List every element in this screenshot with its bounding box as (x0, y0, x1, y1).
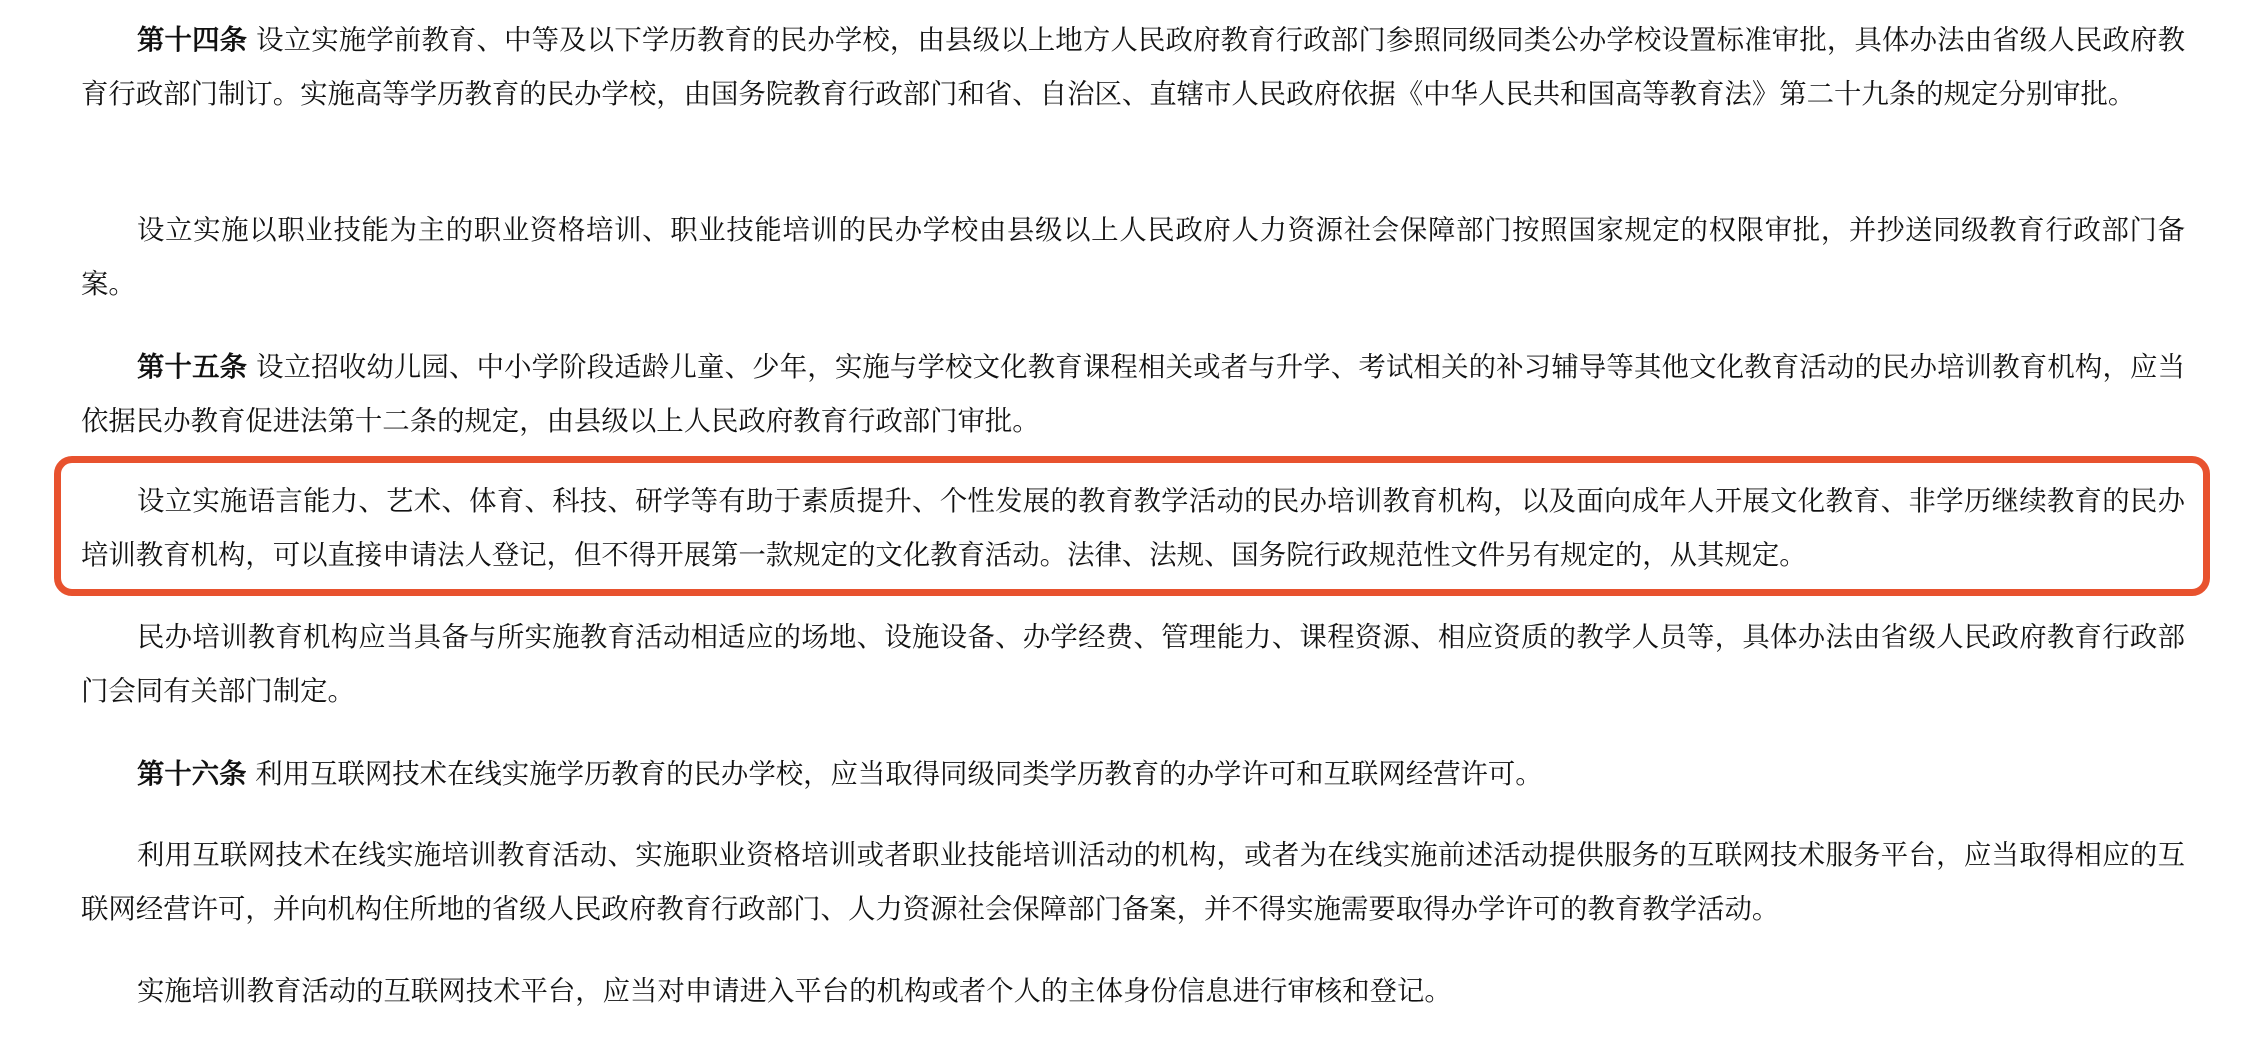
paragraph-highlighted-quality-training (81, 475, 2185, 583)
paragraph-text: 设立招收幼儿园、中小学阶段适龄儿童、少年，实施与学校文化教育课程相关或者与升学、考试相关的补习辅导等其他文化教育活动的民办培训教育机构，应当依据民办教育促进法第十二条的规定，由县级以上人民政府教育行政部门审批。 (81, 352, 2185, 437)
paragraph-article-14 (81, 13, 2185, 122)
paragraph-text: 民办培训教育机构应当具备与所实施教育活动相适应的场地、设施设备、办学经费、管理能力、课程资源、相应资质的教学人员等，具体办法由省级人民政府教育行政部门会同有关部门制定。 (81, 622, 2185, 707)
article-number: 第十六条 (137, 758, 247, 790)
paragraph-text: 设立实施学前教育、中等及以下学历教育的民办学校，由县级以上地方人民政府教育行政部门参照同级同类公办学校设置标准审批，具体办法由省级人民政府教育行政部门制订。实施高等学历教育的民办学校，由国务院教育行政部门和省、自治区、直辖市人民政府依据《中华人民共和国高等教育法》第二十九条的规定分别审批。 (81, 25, 2185, 110)
paragraph-online-training (81, 829, 2185, 937)
paragraph-text: 设立实施以职业技能为主的职业资格培训、职业技能培训的民办学校由县级以上人民政府人力资源社会保障部门按照国家规定的权限审批，并抄送同级教育行政部门备案。 (81, 215, 2185, 300)
paragraph-vocational-training (81, 204, 2185, 312)
paragraph-text: 利用互联网技术在线实施学历教育的民办学校，应当取得同级同类学历教育的办学许可和互联网经营许可。 (246, 759, 1543, 790)
paragraph-text: 设立实施语言能力、艺术、体育、科技、研学等有助于素质提升、个性发展的教育教学活动的民办培训教育机构，以及面向成年人开展文化教育、非学历继续教育的民办培训教育机构，可以直接申请法人登记，但不得开展第一款规定的文化教育活动。法律、法规、国务院行政规范性文件另有规定的，从其规定。 (81, 486, 2185, 571)
paragraph-article-15 (81, 340, 2185, 449)
paragraph-text: 实施培训教育活动的互联网技术平台，应当对申请进入平台的机构或者个人的主体身份信息进行审核和登记。 (137, 976, 1452, 1007)
paragraph-article-16 (81, 747, 2185, 802)
article-number: 第十四条 (137, 24, 248, 56)
paragraph-text: 利用互联网技术在线实施培训教育活动、实施职业资格培训或者职业技能培训活动的机构，或者为在线实施前述活动提供服务的互联网技术服务平台，应当取得相应的互联网经营许可，并向机构住所地的省级人民政府教育行政部门、人力资源社会保障部门备案，并不得实施需要取得办学许可的教育教学活动。 (81, 840, 2185, 925)
paragraph-platform-verification (81, 965, 2185, 1019)
article-number: 第十五条 (137, 351, 248, 383)
paragraph-training-requirements (81, 611, 2185, 719)
